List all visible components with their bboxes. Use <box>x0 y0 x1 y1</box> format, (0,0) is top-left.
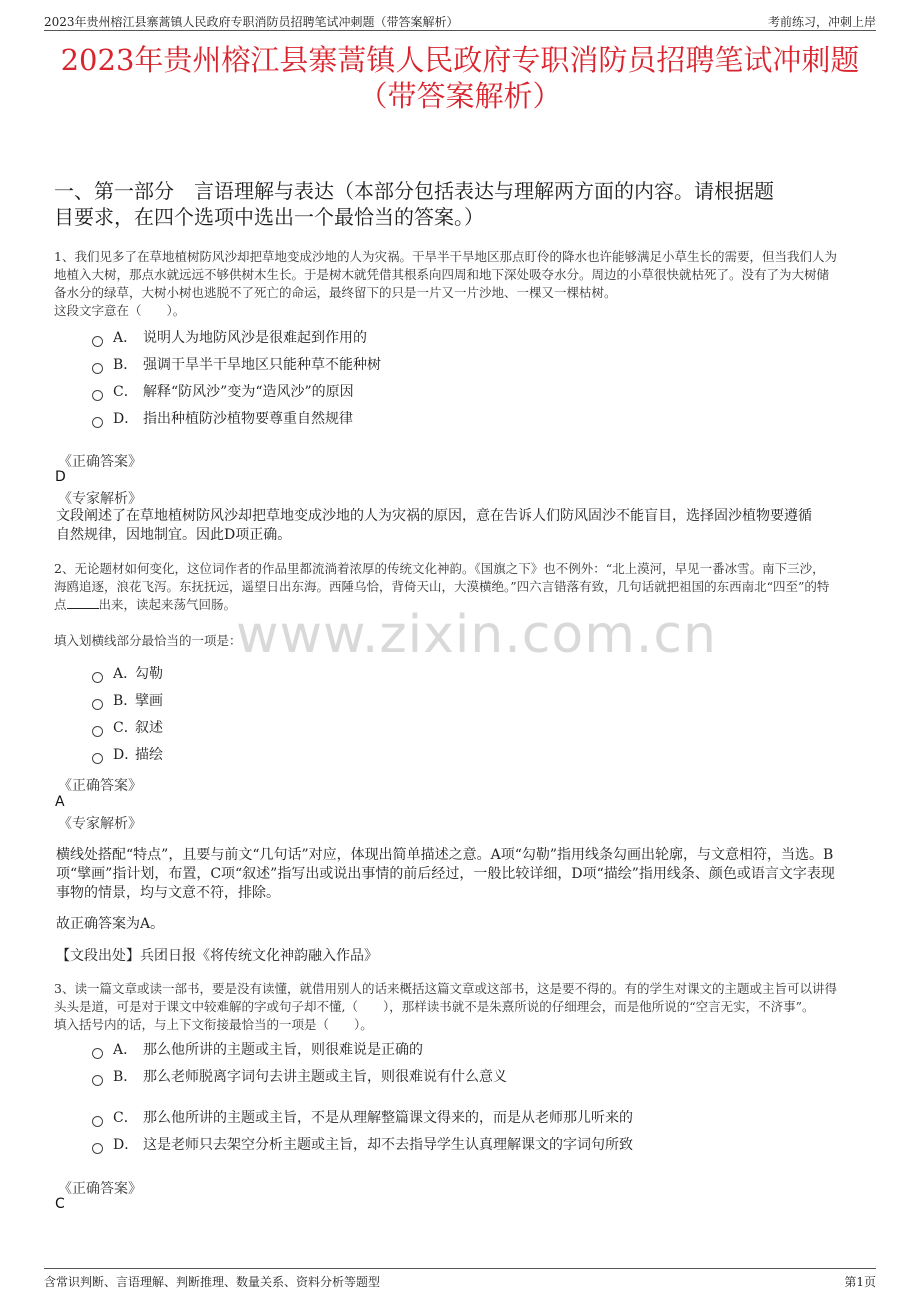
stem-line: 点 出来，读起来荡气回肠。 <box>54 597 237 612</box>
question-2-option-c[interactable]: C．叙述 <box>92 718 163 738</box>
answer-label: 《正确答案》 <box>58 1181 142 1197</box>
page-footer <box>44 1268 876 1291</box>
radio-icon[interactable] <box>92 1116 103 1127</box>
answer-value: A <box>55 794 65 810</box>
answer-label: 《正确答案》 <box>58 778 142 794</box>
explanation-label: 《专家解析》 <box>58 491 142 507</box>
question-1-option-b[interactable]: B． 强调干旱半干旱地区只能种草不能种树 <box>92 355 381 375</box>
radio-icon[interactable] <box>92 1143 103 1154</box>
title-line-1: 2023年贵州榕江县寨蒿镇人民政府专职消防员招聘笔试冲刺题 <box>60 43 860 77</box>
stem-line: 地植入大树，那点水就远远不够供树木生长。于是树木就凭借其根系向四周和地下深处吸夺水分。周边的小草很快就枯死了。没有了为大树储 <box>54 267 830 282</box>
stem-line: 这段文字意在（ ）。 <box>54 303 186 318</box>
title-line-2: （带答案解析） <box>358 79 562 113</box>
conclusion-text: 故正确答案为A。 <box>56 916 165 932</box>
question-3-option-d[interactable]: D． 这是老师只去架空分析主题或主旨，却不去指导学生认真理解课文的字词句所致 <box>92 1135 633 1155</box>
stem-line: 备水分的绿草，大树小树也逃脱不了死亡的命运，最终留下的只是一片又一片沙地、一棵又一棵枯树。 <box>54 285 617 300</box>
stem-line: 3、读一篇文章或读一部书，要是没有读懂，就借用别人的话来概括这篇文章或这部书，这是要不得的。有的学生对课文的主题或主旨可以讲得 <box>54 981 837 996</box>
question-2-prompt: 填入划横线部分最恰当的一项是： <box>54 633 242 648</box>
radio-icon[interactable] <box>92 390 103 401</box>
page-number: 第1页 <box>844 1275 876 1289</box>
radio-icon[interactable] <box>92 417 103 428</box>
radio-icon[interactable] <box>92 726 103 737</box>
stem-line: 1、我们见多了在草地植树防风沙却把草地变成沙地的人为灾祸。干旱半干旱地区那点盯伶的降水也许能够满足小草生长的需要，但当我们人为 <box>54 249 837 264</box>
radio-icon[interactable] <box>92 672 103 683</box>
explanation-label: 《专家解析》 <box>58 816 142 832</box>
explanation-text: 横线处搭配“特点”，且要与前文“几句话”对应，体现出简单描述之意。A项“勾勒”指用线条勾画出轮廓，与文意相符，当选。B 项“擘画”指计划，布置，C项“叙述”指写出或说出事情的前后经过，一般比较详细，D项“描绘”指用线条、颜色或语言文字表现 事物的情景，均与文意不符，排除。 <box>56 847 835 901</box>
header-slogan: 考前练习，冲刺上岸 <box>767 15 876 29</box>
stem-line: 海鸥追逐，浪花飞泻。东抚抚远，遥望日出东海。西陲乌恰，背倚天山，大漠横绝。”四六言错落有致，几句话就把祖国的东西南北“四至”的特 <box>54 579 830 594</box>
question-1-option-a[interactable]: A． 说明人为地防风沙是很难起到作用的 <box>92 328 367 348</box>
question-3-option-a[interactable]: A． 那么他所讲的主题或主旨，则很难说是正确的 <box>92 1040 423 1060</box>
question-1-option-c[interactable]: C． 解释“防风沙”变为“造风沙”的原因 <box>92 382 354 402</box>
watermark: www.zixin.com.cn <box>236 605 717 665</box>
radio-icon[interactable] <box>92 753 103 764</box>
question-1-stem <box>54 248 870 320</box>
radio-icon[interactable] <box>92 336 103 347</box>
stem-line: 2、无论题材如何变化，这位词作者的作品里都流淌着浓厚的传统文化神韵。《国旗之下》也不例外：“北上漠河，早见一番冰雪。南下三沙， <box>54 561 825 576</box>
question-2-option-a[interactable]: A．勾勒 <box>92 664 163 684</box>
question-3-option-c[interactable]: C． 那么他所讲的主题或主旨，不是从理解整篇课文得来的，而是从老师那儿听来的 <box>92 1108 633 1128</box>
stem-line: 头头是道，可是对于课文中较难解的字或句子却不懂,（ ），那样读书就不是朱熹所说的仔细理会，而是他所说的“空言无实，不济事”。 <box>54 999 815 1014</box>
question-2-stem <box>54 560 870 614</box>
radio-icon[interactable] <box>92 1048 103 1059</box>
radio-icon[interactable] <box>92 1075 103 1086</box>
question-3-stem <box>54 980 870 1034</box>
question-3-option-b[interactable]: B． 那么老师脱离字词句去讲主题或主旨，则很难说有什么意义 <box>92 1067 507 1087</box>
fill-blank <box>67 597 99 609</box>
document-title <box>44 42 876 114</box>
radio-icon[interactable] <box>92 363 103 374</box>
source-text: 【文段出处】兵团日报《将传统文化神韵融入作品》 <box>56 948 378 964</box>
radio-icon[interactable] <box>92 699 103 710</box>
header-title: 2023年贵州榕江县寨蒿镇人民政府专职消防员招聘笔试冲刺题（带答案解析） <box>44 15 459 29</box>
answer-value: D <box>55 469 66 485</box>
answer-label: 《正确答案》 <box>58 454 142 470</box>
footer-note: 含常识判断、言语理解、判断推理、数量关系、资料分析等题型 <box>44 1275 381 1289</box>
section-line-2: 目要求，在四个选项中选出一个最恰当的答案。） <box>54 205 484 229</box>
section-heading <box>54 178 870 230</box>
stem-line: 填入括号内的话，与上下文衔接最恰当的一项是（ ）。 <box>54 1017 373 1032</box>
question-2-option-d[interactable]: D．描绘 <box>92 745 163 765</box>
page-header <box>44 10 876 31</box>
answer-value: C <box>55 1196 65 1212</box>
question-2-option-b[interactable]: B．擘画 <box>92 691 163 711</box>
section-line-1: 一、第一部分 言语理解与表达（本部分包括表达与理解两方面的内容。请根据题 <box>54 179 774 203</box>
explanation-text: 文段阐述了在草地植树防风沙却把草地变成沙地的人为灾祸的原因，意在告诉人们防风固沙不能盲目，选择固沙植物要遵循 自然规律，因地制宜。因此D项正确。 <box>56 508 812 543</box>
question-1-option-d[interactable]: D． 指出种植防沙植物要尊重自然规律 <box>92 409 353 429</box>
